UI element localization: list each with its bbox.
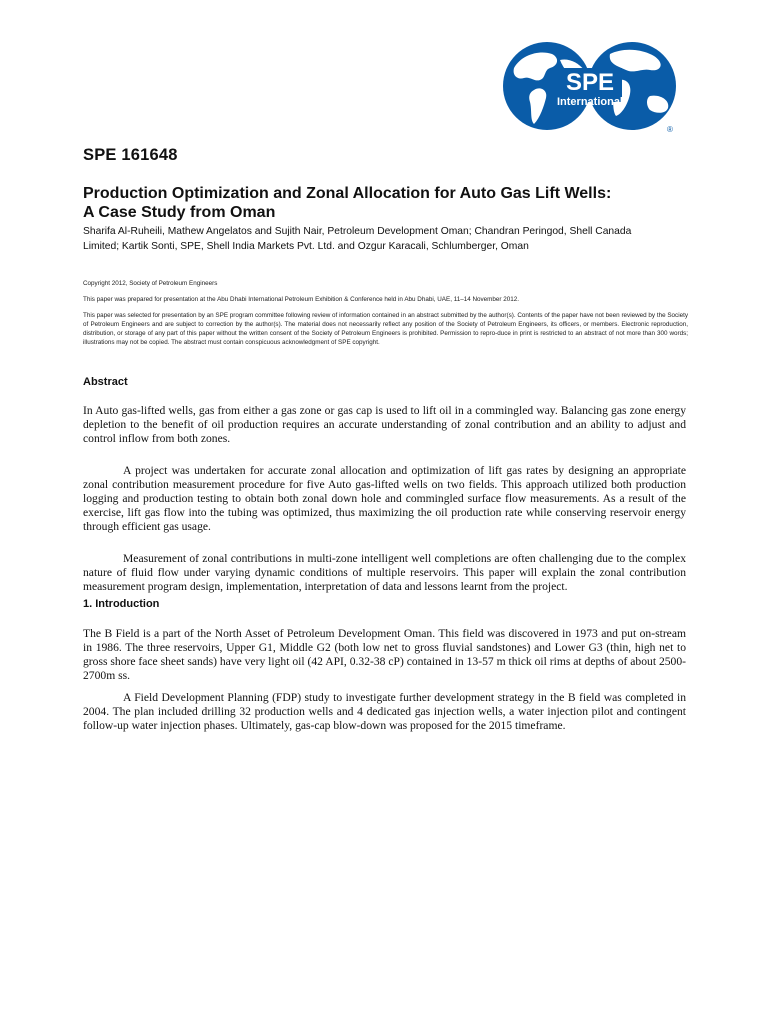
introduction-body	[83, 627, 686, 733]
abstract-body	[83, 404, 686, 594]
author-list	[83, 224, 683, 254]
authors-line-2: Limited; Kartik Sonti, SPE, Shell India Markets Pvt. Ltd. and Ozgur Karacali, Schlumberger, Oman	[83, 241, 529, 252]
selection-disclaimer: This paper was selected for presentation by an SPE program committee following review of information contained in an abstract submitted by the author(s). Contents of the paper have not been reviewed by the Society of Petroleum Engineers and are subject to correction by the author(s). The material does not necessarily reflect any position of the Society of Petroleum Engineers, its officers, or members. Electronic reproduction, distribution, or storage of any part of this paper without the written consent of the Society of Petroleum Engineers is prohibited. Permission to repro-duce in print is restricted to an abstract of not more than 300 words; illustrations may not be copied. The abstract must contain conspicuous acknowledgment of SPE copyright.	[83, 312, 688, 346]
introduction-paragraph-1: The B Field is a part of the North Asset of Petroleum Development Oman. This field was discovered in 1973 and put on-stream in 1986. The three reservoirs, Upper G1, Middle G2 (both low net to gross fluvial sandstones) and Lower G3 (thin, high net to gross shore face sheet sands) have very light oil (42 API, 0.32-38 cP) contained in 13-57 m thick oil rims at depths of about 2500-2700m ss.	[83, 627, 686, 682]
copyright-line: Copyright 2012, Society of Petroleum Engineers	[83, 280, 218, 287]
abstract-paragraph-3: Measurement of zonal contributions in multi-zone intelligent well completions are often challenging due to the complex nature of fluid flow under varying dynamic conditions of multiple reservoirs. This paper will explain the zonal contribution measurement program design, implementation, interpretation of data and lessons learnt from the project.	[83, 552, 686, 593]
logo-international-text: International	[556, 96, 624, 108]
copyright-notice	[83, 279, 688, 354]
spe-international-logo	[500, 40, 685, 135]
introduction-heading: 1. Introduction	[83, 598, 160, 610]
title-line-1: Production Optimization and Zonal Allocation for Auto Gas Lift Wells:	[83, 185, 612, 202]
paper-number: SPE 161648	[83, 146, 178, 164]
presentation-note: This paper was prepared for presentation at the Abu Dhabi International Petroleum Exhibition & Conference held in Abu Dhabi, UAE, 11–14 November 2012.	[83, 296, 520, 303]
registered-mark: ®	[667, 125, 673, 134]
introduction-paragraph-2: A Field Development Planning (FDP) study to investigate further development strategy in the B field was completed in 2004. The plan included drilling 32 production wells and 4 dedicated gas injection wells, a water injection pilot and contingent follow-up water injection phases. Ultimately, gas-cap blow-down was proposed for the 2015 timeframe.	[83, 691, 686, 732]
authors-line-1: Sharifa Al-Ruheili, Mathew Angelatos and Sujith Nair, Petroleum Development Oman; Chandran Peringod, Shell Canada	[83, 226, 632, 237]
abstract-heading: Abstract	[83, 376, 128, 388]
title-line-2: A Case Study from Oman	[83, 204, 276, 221]
abstract-paragraph-1: In Auto gas-lifted wells, gas from either a gas zone or gas cap is used to lift oil in a commingled way. Balancing gas zone energy depletion to the benefit of oil production requires an accurate understanding of zonal contribution and an ability to adjust and control inflow from both zones.	[83, 404, 686, 445]
paper-title	[83, 184, 723, 222]
logo-spe-text: SPE	[565, 69, 615, 96]
abstract-paragraph-2: A project was undertaken for accurate zonal allocation and optimization of lift gas rates by designing an appropriate zonal contribution measurement procedure for five Auto gas-lifted wells on two fields. This approach utilized both production logging and production testing to obtain both zonal down hole and commingled surface flow measurements. As a result of the exercise, lift gas flow into the tubing was optimized, thus maximizing the oil production rate while conserving reservoir energy through efficient gas usage.	[83, 464, 686, 533]
